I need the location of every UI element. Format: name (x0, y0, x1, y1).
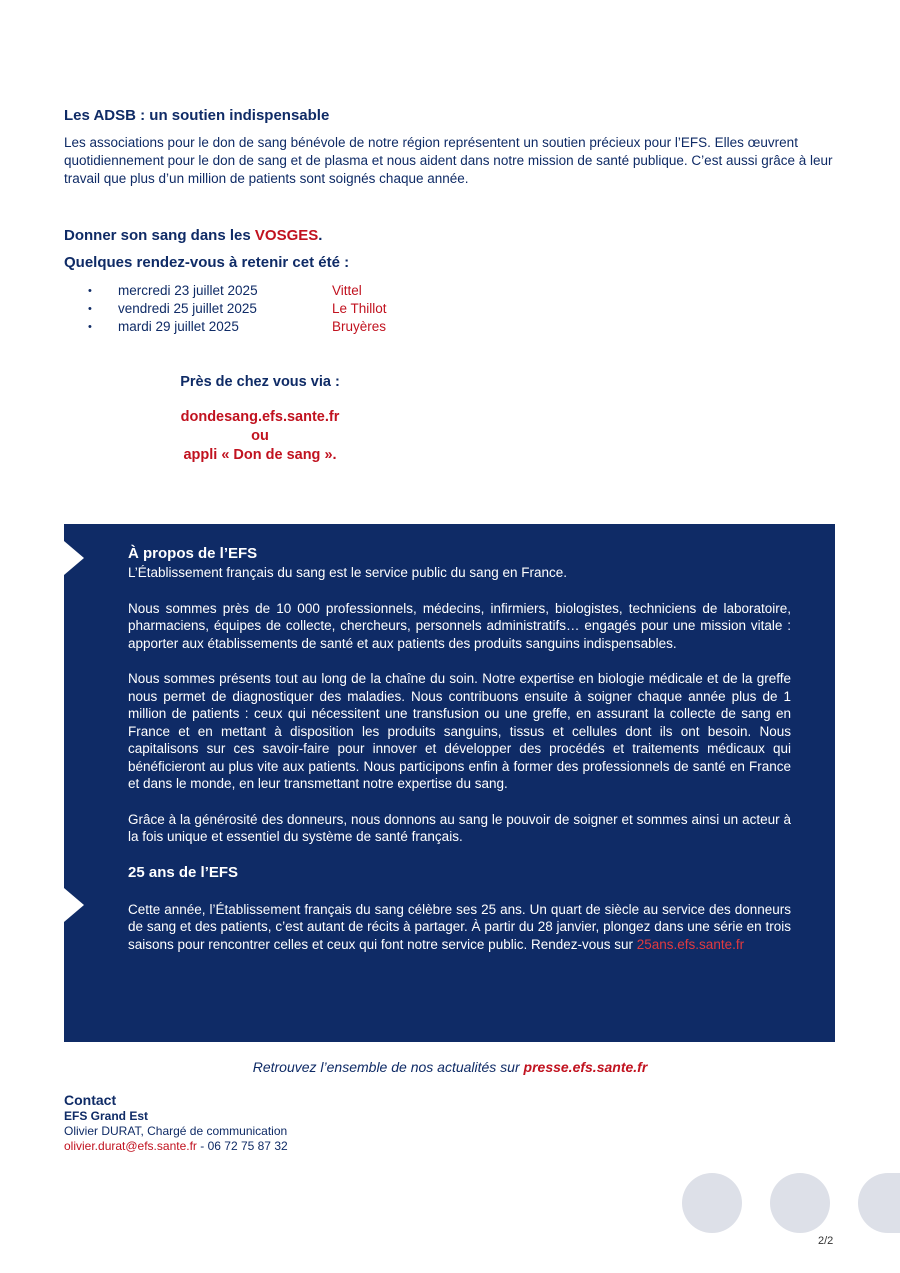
contact-name: Olivier DURAT, Chargé de communication (64, 1124, 288, 1138)
donner-prefix: Donner son sang dans les (64, 227, 255, 244)
anniv-paragraph (128, 901, 791, 954)
event-date: vendredi 25 juillet 2025 (118, 301, 257, 316)
or-text: ou (251, 428, 269, 444)
dondesang-link[interactable]: dondesang.efs.sante.fr (180, 409, 340, 425)
contact-line (64, 1139, 288, 1154)
presse-text: Retrouvez l’ensemble de nos actualités sur (252, 1059, 524, 1075)
bullet-icon: • (88, 321, 92, 333)
anniv-text: Cette année, l’Établissement français du sang célèbre ses 25 ans. Un quart de siècle au service des donneurs de sang et des patients, c’est autant de récits à partager. À partir du 28 janvier, plongez dans une série en trois saisons pour rencontrer celles et ceux qui font notre service public. Rendez-vous sur (128, 901, 791, 952)
adsb-title: Les ADSB : un soutien indispensable (64, 107, 330, 124)
about-paragraph: Nous sommes présents tout au long de la chaîne du soin. Notre expertise en biologie médicale et de la greffe nous permet de diagnostiquer des maladies. Nous contribuons ensuite à soigner chaque année plus de 1 million de patients : ceux qui nécessitent une transfusion ou une greffe, en assurant la collecte de sang en France et en mettant à disposition les produits sanguins, tissus et cellules dont ils ont besoin. Nous capitalisons sur ces savoir-faire pour innover et développer des procédés et traitements médicaux qui bénéficieront au plus vite aux patients. Nous participons enfin à former des professionnels de santé en France et dans le monde, en leur transmettant notre expertise du sang. (128, 671, 791, 791)
presse-line (0, 1059, 900, 1075)
bullet-icon: • (88, 303, 92, 315)
nearby-label: Près de chez vous via : (180, 374, 340, 390)
about-intro: L’Établissement français du sang est le service public du sang en France. (128, 565, 567, 580)
about-paragraph: Nous sommes près de 10 000 professionnels, médecins, infirmiers, biologistes, techniciens de laboratoire, pharmaciens, équipes de collecte, chercheurs, personnels administratifs… engagés pour une mission vitale : apporter aux établissements de santé et aux patients des produits sanguins indispensables. (128, 600, 791, 651)
anniv-link[interactable]: 25ans.efs.sante.fr (636, 936, 745, 952)
event-date: mercredi 23 juillet 2025 (118, 283, 258, 298)
adsb-paragraph: Les associations pour le don de sang bénévole de notre région représentent un soutien précieux pour l’EFS. Elles œuvrent quotidiennement pour le don de sang et de plasma et nous aident dans notre mission de santé publique. C’est aussi grâce à leur travail que plus d’un million de patients sont soignés chaque année. (64, 135, 833, 186)
notch-arrow-icon (64, 888, 84, 922)
contact-email[interactable]: olivier.durat@efs.sante.fr (64, 1139, 197, 1153)
nearby-block (160, 374, 360, 465)
page-number: 2/2 (818, 1235, 834, 1247)
contact-title: Contact (64, 1092, 117, 1108)
presse-link[interactable]: presse.efs.sante.fr (523, 1059, 648, 1075)
bullet-icon: • (88, 285, 92, 297)
about-efs-box (64, 524, 835, 1042)
decorative-circle (770, 1173, 830, 1233)
event-place: Bruyères (332, 319, 387, 334)
decorative-circle (858, 1173, 900, 1233)
app-text: appli « Don de sang ». (183, 447, 337, 463)
donner-region: VOSGES (254, 227, 319, 244)
about-title: À propos de l’EFS (128, 545, 258, 562)
donner-suffix: . (318, 227, 323, 244)
event-date: mardi 29 juillet 2025 (118, 319, 239, 334)
donner-heading (64, 227, 322, 244)
contact-block (64, 1092, 288, 1154)
rdv-heading: Quelques rendez-vous à retenir cet été : (64, 254, 350, 271)
event-place: Le Thillot (332, 301, 387, 316)
contact-org: EFS Grand Est (64, 1109, 149, 1123)
notch-arrow-icon (64, 541, 84, 575)
event-place: Vittel (332, 283, 362, 298)
anniv-title: 25 ans de l’EFS (128, 863, 239, 881)
about-paragraph: Grâce à la générosité des donneurs, nous donnons au sang le pouvoir de soigner et sommes ainsi un acteur à la fois unique et essentiel du système de santé français. (128, 811, 791, 844)
decorative-circle (682, 1173, 742, 1233)
contact-phone: - 06 72 75 87 32 (196, 1139, 288, 1153)
